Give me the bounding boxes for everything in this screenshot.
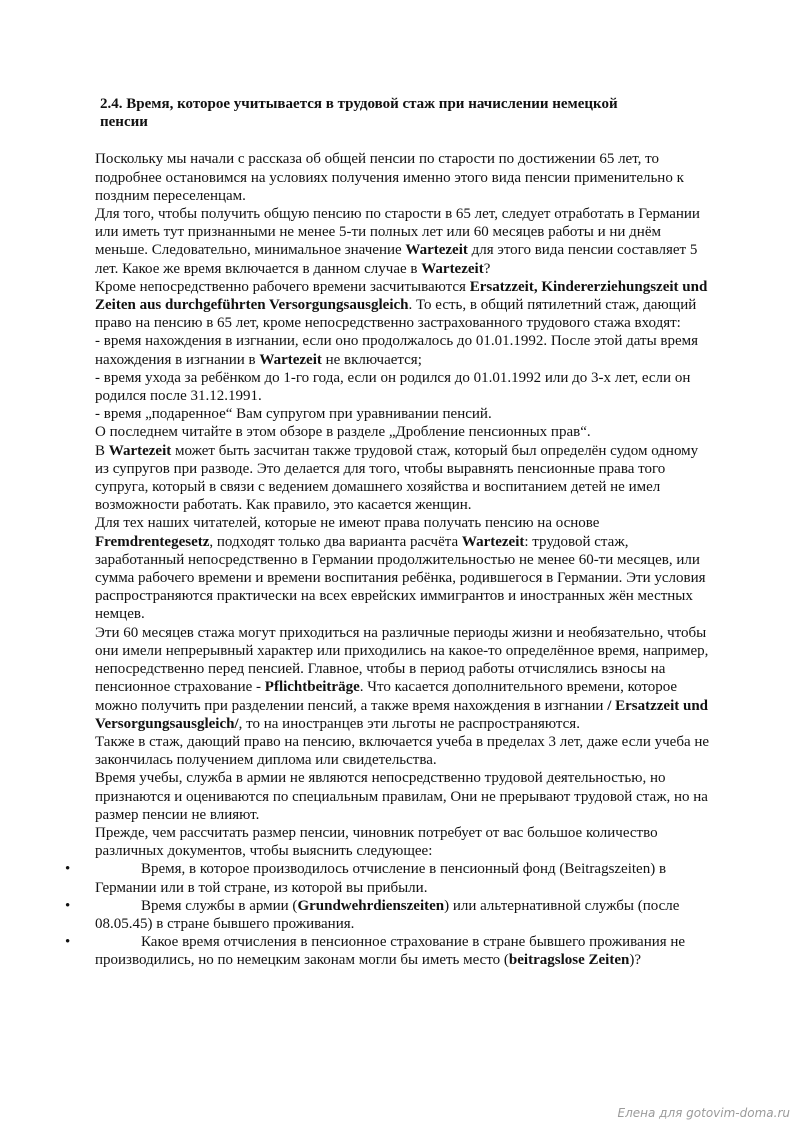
- section-heading: [100, 95, 710, 131]
- paragraph: [95, 278, 710, 333]
- bold-term: Wartezeit: [108, 442, 172, 459]
- text-segment: . То есть, в общий пятилетний стаж, дающий право на пенсию в 65 лет, кроме непосредственно застрахованного трудового стажа входят:: [95, 297, 697, 332]
- text-segment: О последнем читайте в этом обзоре в разделе „Дробление пенсионных прав“.: [95, 424, 591, 441]
- heading-line: 2.4. Время, которое учитывается в трудовой стаж при начислении немецкой: [100, 96, 618, 112]
- text-segment: Для тех наших читателей, которые не имеют права получать пенсию на основе: [95, 515, 600, 532]
- text-segment: , то на иностранцев эти льготы не распространяются.: [238, 715, 580, 732]
- bold-term: Wartezeit: [421, 260, 484, 277]
- text-segment: : трудовой стаж, заработанный непосредственно в Германии продолжительностью не менее 60-ти месяцев, или сумма рабочего времени и времени воспитания ребёнка, родившегося в Германии. Эти условия распространяются практически на всех еврейских иммигрантов и иностранных жён местных немцев.: [95, 533, 706, 623]
- text-segment: Эти 60 месяцев стажа могут приходиться на различные периоды жизни и необязательно, чтобы они имели непрерывный характер или приходились на какое-то определённое время, например, непосредственно перед пенсией. Главное, чтобы в период работы отчислялись взносы на пенсионное страхование -: [95, 624, 709, 696]
- paragraph: [95, 369, 710, 405]
- text-segment: Какое время отчисления в пенсионное страхование в стране бывшего проживания не производились, но по немецким законам могли бы иметь место (: [95, 934, 686, 969]
- bold-term: Pflichtbeiträge: [264, 679, 360, 696]
- bullet-symbol: •: [65, 934, 71, 951]
- paragraph: [95, 769, 710, 824]
- bold-term: Fremdrentegesetz: [95, 533, 210, 550]
- paragraph: [95, 824, 710, 860]
- footer-credit: Елена для gotovim-doma.ru: [617, 1106, 790, 1120]
- text-segment: - время ухода за ребёнком до 1-го года, если он родился до 01.01.1992 или до 3-х лет, если он родился после 31.12.1991.: [95, 369, 691, 405]
- bullet-item: [65, 897, 710, 933]
- text-segment: для этого вида пенсии составляет 5 лет. Какое же время включается в данном случае в: [95, 242, 698, 277]
- bold-term: Wartezeit: [461, 533, 525, 550]
- paragraph: [95, 733, 710, 769]
- text-segment: В: [95, 442, 109, 459]
- text-segment: ) или альтернативной службы (после 08.05.45) в стране бывшего проживания.: [95, 897, 680, 932]
- bullet-list: [65, 860, 710, 969]
- bullet-symbol: •: [65, 861, 71, 878]
- bold-term: Wartezeit: [259, 351, 322, 368]
- text-segment: Время учебы, служба в армии не являются непосредственно трудовой деятельностью, но признаются и оцениваются по специальным правилам, Они не прерывают трудовой стаж, но на размер пенсии не влияют.: [95, 770, 708, 823]
- bold-term: beitragslose Zeiten: [508, 952, 630, 969]
- text-segment: Прежде, чем рассчитать размер пенсии, чиновник потребует от вас большое количество различных документов, чтобы выяснить следующее:: [95, 824, 658, 860]
- text-segment: . Что касается дополнительного времени, которое можно получить при разделении пенсий, а также время нахождения в изгнании: [95, 679, 678, 714]
- paragraph: [95, 332, 710, 368]
- paragraph: [95, 150, 710, 205]
- text-segment: , подходят только два варианта расчёта: [209, 533, 462, 550]
- text-segment: - время нахождения в изгнании, если оно продолжалось до 01.01.1992. После этой даты время нахождения в изгнании в: [95, 333, 699, 368]
- text-segment: ?: [483, 260, 491, 277]
- heading-spacer: [95, 131, 710, 150]
- bold-term: Ersatzzeit, Kindererziehungszeit und Zeiten aus durchgeführten Versorgungsausgleich: [95, 278, 708, 314]
- body-text: [95, 150, 710, 860]
- paragraph: [95, 624, 710, 733]
- text-segment: Время службы в армии (: [141, 897, 298, 914]
- text-segment: Кроме непосредственно рабочего времени засчитываются: [95, 278, 470, 295]
- paragraph: [95, 205, 710, 278]
- text-segment: )?: [629, 952, 641, 969]
- bullet-item: [65, 933, 710, 969]
- document-page: [65, 95, 710, 970]
- text-segment: - время „подаренное“ Вам супругом при уравнивании пенсий.: [95, 406, 492, 423]
- heading-line: пенсии: [100, 114, 148, 131]
- text-segment: может быть засчитан также трудовой стаж, который был определён судом одному из супругов при разводе. Это делается для того, чтобы выравнять пенсионные права того супруга, который в связи с ведением домашнего хозяйства и воспитанием детей не имел возможности работать. Как правило, это касается женщин.: [95, 442, 699, 514]
- text-segment: не включается;: [321, 351, 422, 368]
- bold-term: Wartezeit: [405, 242, 468, 259]
- paragraph: [95, 405, 710, 423]
- bold-term: Grundwehrdienszeiten: [297, 897, 445, 914]
- text-segment: Поскольку мы начали с рассказа об общей пенсии по старости по достижении 65 лет, то подробнее остановимся на условиях получения именно этого вида пенсии применительно к поздним переселенцам.: [95, 151, 684, 204]
- text-segment: Для того, чтобы получить общую пенсию по старости в 65 лет, следует отработать в Германии или иметь тут признанными не менее 5-ти полных лет или 60 месяцев работы и ни днём меньше. Следовательно, минимальное значение: [95, 206, 700, 259]
- text-segment: Также в стаж, дающий право на пенсию, включается учеба в пределах 3 лет, даже если учеба не закончилась получением диплома или свидетельства.: [95, 733, 710, 769]
- paragraph: [95, 423, 710, 441]
- text-segment: Время, в которое производилось отчисление в пенсионный фонд (Beitragszeiten) в Германии или в той стране, из которой вы прибыли.: [95, 861, 667, 896]
- bold-term: / Ersatzzeit und Versorgungsausgleich/: [95, 697, 709, 732]
- paragraph: [95, 442, 710, 515]
- paragraph: [95, 514, 710, 623]
- bullet-item: [65, 860, 710, 896]
- bullet-symbol: •: [65, 897, 71, 914]
